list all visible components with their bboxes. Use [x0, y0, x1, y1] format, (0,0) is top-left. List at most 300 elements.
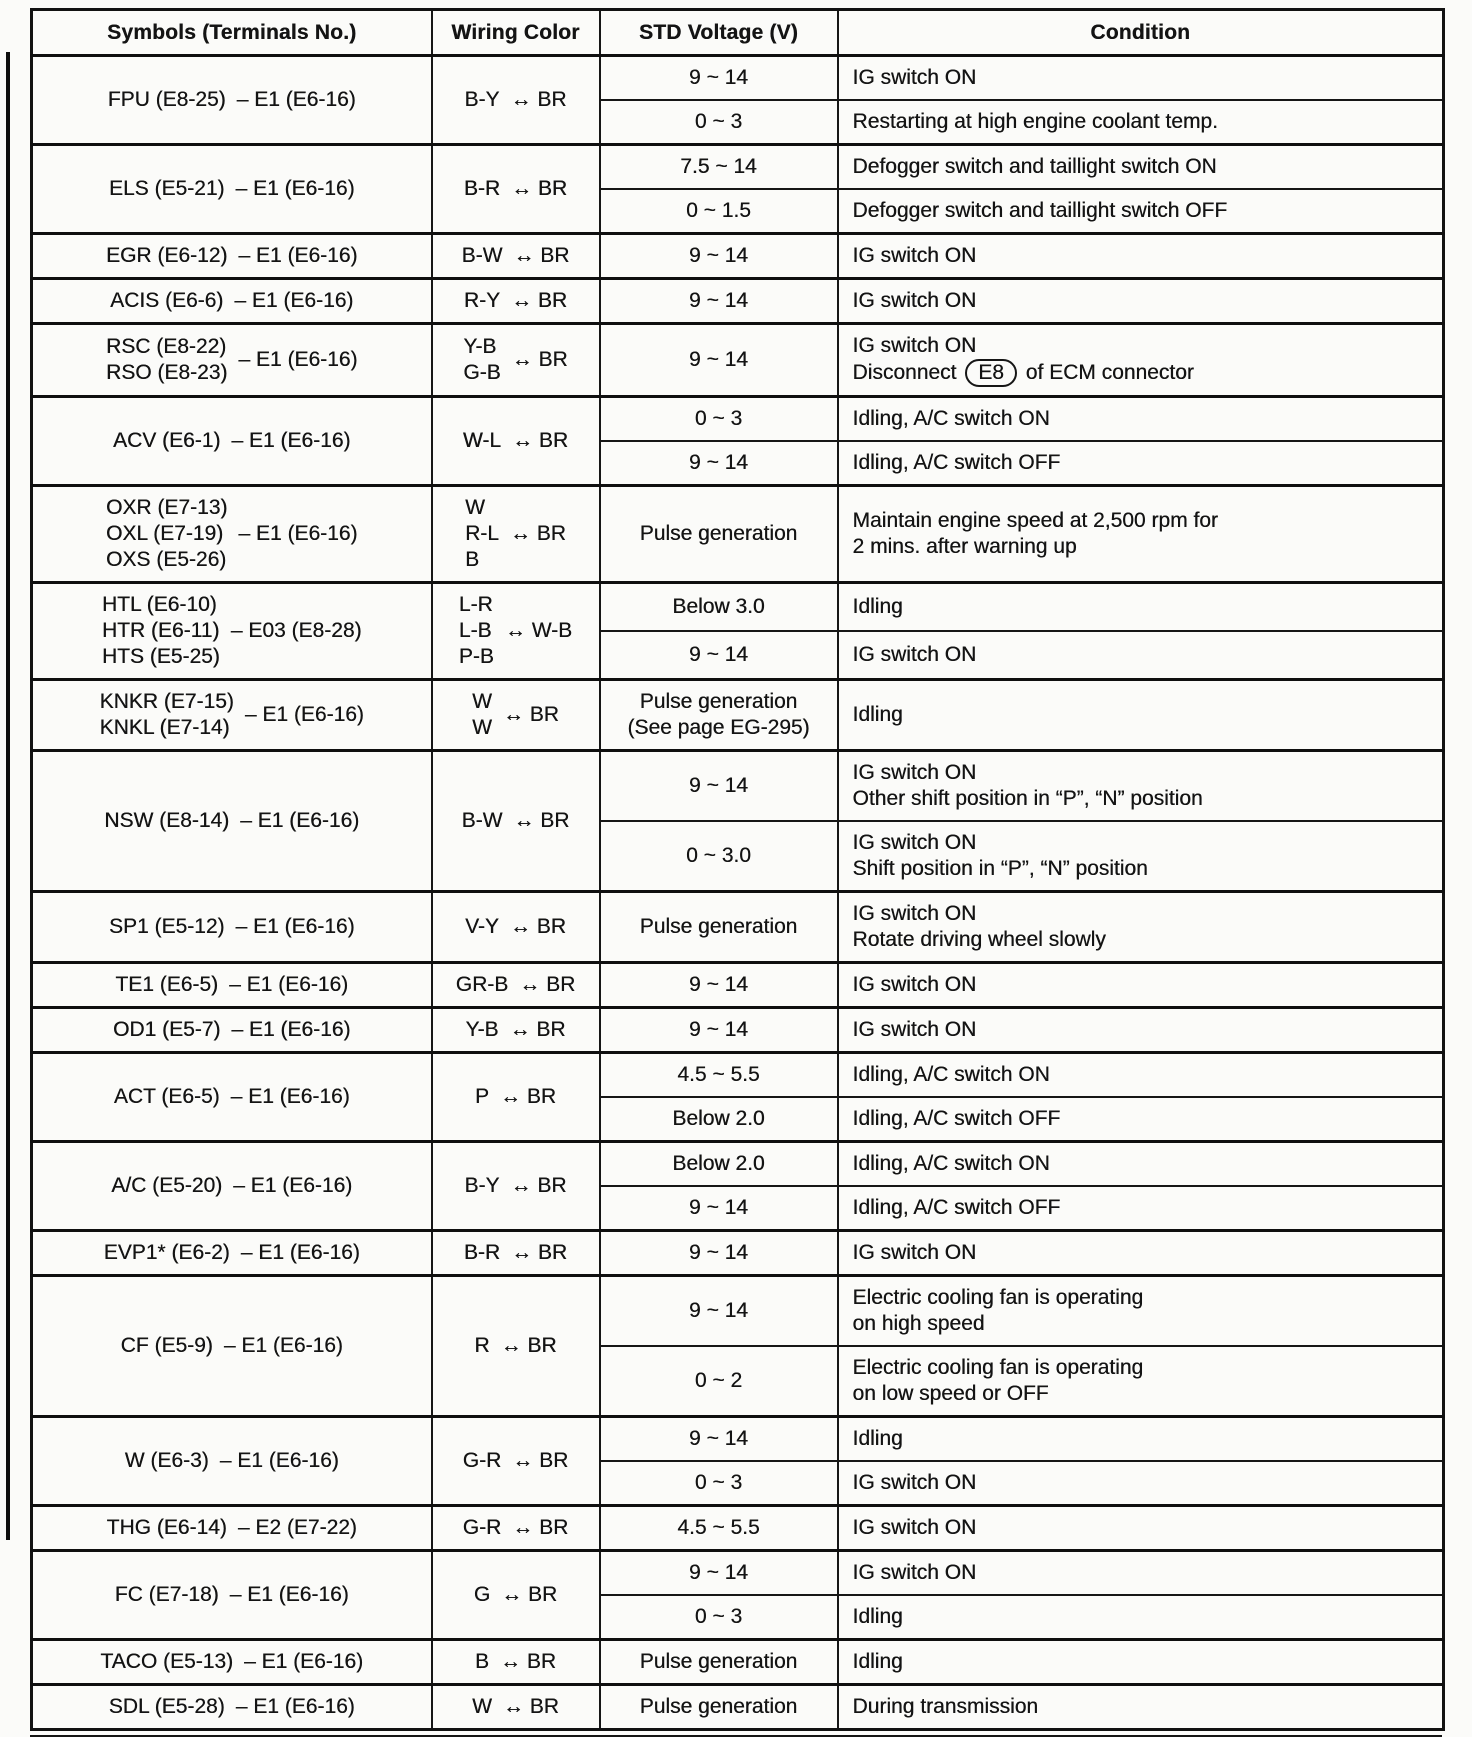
- text-line: Idling, A/C switch ON: [852, 1152, 1050, 1175]
- condition-cell: [838, 631, 1444, 680]
- condition-cell: [838, 1640, 1444, 1685]
- text-line: Idling: [852, 1650, 903, 1673]
- cell-flex: [443, 972, 589, 998]
- wiring-ref: ↔ BR: [512, 1449, 569, 1472]
- text-line: OXS (E5-26): [106, 548, 227, 571]
- stacked-lines: [125, 1448, 209, 1474]
- voltage-cell: [600, 1346, 838, 1417]
- cell-flex: [443, 1173, 589, 1199]
- stacked-lines: [113, 1017, 220, 1043]
- symbol-cell: [32, 279, 432, 324]
- stacked-lines: [464, 288, 500, 314]
- col-header-symbols: Symbols (Terminals No.): [32, 10, 432, 56]
- wiring-cell: [432, 751, 600, 892]
- terminal-ref: – E1 (E6-16): [235, 177, 355, 200]
- condition-cell: [838, 397, 1444, 442]
- text-line: Idling, A/C switch OFF: [852, 1107, 1061, 1130]
- cell-flex: [443, 914, 589, 940]
- wiring-cell: [432, 324, 600, 397]
- text-line: EVP1* (E6-2): [103, 1241, 230, 1264]
- symbol-cell: [32, 1008, 432, 1053]
- symbol-cell: [32, 1276, 432, 1417]
- text-line: Idling: [852, 595, 903, 618]
- cell-flex: [43, 1333, 421, 1359]
- col-header-condition: Condition: [838, 10, 1444, 56]
- wiring-cell: [432, 963, 600, 1008]
- text-line: Below 3.0: [672, 595, 765, 618]
- wiring-ref: ↔ BR: [502, 703, 559, 726]
- text-line: W: [465, 496, 485, 519]
- voltage-cell: [600, 1142, 838, 1187]
- text-line: B: [474, 1650, 489, 1673]
- symbol-cell: [32, 145, 432, 234]
- stacked-lines: [463, 1448, 502, 1474]
- stacked-lines: [108, 87, 226, 113]
- text-line: OD1 (E5-7): [113, 1018, 221, 1041]
- symbol-cell: [32, 486, 432, 583]
- text-line: HTL (E6-10): [101, 593, 217, 616]
- cell-flex: [43, 495, 421, 573]
- table-row: [32, 583, 1444, 632]
- symbol-cell: [32, 1506, 432, 1551]
- text-line: Disconnect E8 of ECM connector: [853, 359, 1433, 387]
- text-line: L-B: [458, 619, 492, 642]
- table-row: [32, 1417, 1444, 1462]
- wiring-ref: ↔ BR: [512, 429, 569, 452]
- wiring-cell: [432, 1231, 600, 1276]
- voltage-cell: [600, 1097, 838, 1142]
- voltage-cell: [600, 100, 838, 145]
- wiring-ref: ↔ BR: [502, 1695, 559, 1718]
- text-line: on low speed or OFF: [852, 1382, 1049, 1405]
- text-line: G-B: [463, 361, 501, 384]
- text-line: Electric cooling fan is operating: [852, 1356, 1144, 1379]
- cell-flex: [43, 288, 421, 314]
- stacked-lines: [109, 176, 225, 202]
- text-line: 9 ~ 14: [689, 1561, 748, 1584]
- text-line: 9 ~ 14: [689, 973, 748, 996]
- text-line: 9 ~ 14: [689, 289, 748, 312]
- text-line: Idling, A/C switch OFF: [852, 451, 1061, 474]
- cell-flex: [443, 1017, 589, 1043]
- table-row: [32, 397, 1444, 442]
- cell-flex: [43, 592, 421, 670]
- terminal-ref: – E1 (E6-16): [229, 973, 349, 996]
- cell-flex: [43, 972, 421, 998]
- voltage-cell: [600, 821, 838, 892]
- text-line: B-R: [463, 1241, 501, 1264]
- text-line: TACO (E5-13): [100, 1650, 234, 1673]
- text-line: 9 ~ 14: [689, 348, 748, 371]
- text-line: EGR (E6-12): [106, 244, 228, 267]
- voltage-cell: [600, 145, 838, 190]
- voltage-cell: [600, 680, 838, 751]
- wiring-ref: ↔ BR: [511, 348, 568, 371]
- table-row: [32, 1053, 1444, 1098]
- cell-flex: [443, 1694, 589, 1720]
- wiring-ref: ↔ BR: [510, 88, 567, 111]
- symbol-cell: [32, 1231, 432, 1276]
- text-line: Maintain engine speed at 2,500 rpm for: [852, 509, 1218, 532]
- text-line: Idling: [852, 1605, 903, 1628]
- text-line: 0 ~ 1.5: [686, 199, 751, 222]
- terminal-ref: – E1 (E6-16): [240, 1241, 360, 1264]
- text-line: R: [474, 1334, 490, 1357]
- cell-flex: [43, 1515, 421, 1541]
- table-row: [32, 680, 1444, 751]
- condition-cell: [838, 324, 1444, 397]
- wiring-ref: ↔ BR: [512, 1516, 569, 1539]
- text-line: Idling, A/C switch ON: [852, 1063, 1050, 1086]
- text-line: OXR (E7-13): [106, 496, 228, 519]
- condition-cell: [838, 1506, 1444, 1551]
- text-line: A/C (E5-20): [111, 1174, 223, 1197]
- text-line: KNKR (E7-15): [99, 690, 234, 713]
- stacked-lines: [106, 495, 227, 573]
- cell-flex: [43, 808, 421, 834]
- condition-cell: [838, 1685, 1444, 1730]
- table-row: [32, 56, 1444, 101]
- text-line: Pulse generation: [639, 915, 798, 938]
- text-line: B-W: [461, 809, 503, 832]
- terminal-ref: – E1 (E6-16): [238, 522, 358, 545]
- voltage-cell: [600, 1640, 838, 1685]
- symbol-cell: [32, 1053, 432, 1142]
- condition-cell: [838, 1142, 1444, 1187]
- stacked-lines: [464, 176, 500, 202]
- text-line: 0 ~ 3: [694, 110, 743, 133]
- terminal-ref: – E1 (E6-16): [223, 1334, 343, 1357]
- connector-oval-badge: E8: [965, 359, 1017, 387]
- cell-flex: [43, 334, 421, 386]
- text-line: Idling, A/C switch ON: [852, 407, 1050, 430]
- condition-cell: [838, 441, 1444, 486]
- text-line: Defogger switch and taillight switch OFF: [852, 199, 1228, 222]
- voltage-cell: [600, 441, 838, 486]
- condition-cell: [838, 680, 1444, 751]
- text-line: IG switch ON: [852, 902, 977, 925]
- text-line: HTR (E6-11): [101, 619, 220, 642]
- text-line: G-R: [462, 1516, 502, 1539]
- cell-flex: [443, 1240, 589, 1266]
- cell-flex: [43, 1173, 421, 1199]
- text-line: During transmission: [852, 1695, 1039, 1718]
- cell-flex: [43, 1582, 421, 1608]
- cell-flex: [43, 243, 421, 269]
- text-line: R-Y: [463, 289, 501, 312]
- condition-cell: [838, 1276, 1444, 1347]
- cell-flex: [43, 1240, 421, 1266]
- wiring-cell: [432, 234, 600, 279]
- terminal-ref: – E1 (E6-16): [236, 88, 356, 111]
- text-line: SDL (E5-28): [108, 1695, 225, 1718]
- wiring-ref: ↔ BR: [511, 1241, 568, 1264]
- wiring-cell: [432, 1053, 600, 1142]
- stacked-lines: [100, 1649, 233, 1675]
- text-line: R-L: [465, 522, 499, 545]
- text-line: Restarting at high engine coolant temp.: [852, 110, 1218, 133]
- text-line: IG switch ON: [852, 1241, 977, 1264]
- text-line: Y-B: [463, 335, 497, 358]
- wiring-ref: ↔ BR: [511, 289, 568, 312]
- wiring-cell: [432, 145, 600, 234]
- table-row: [32, 324, 1444, 397]
- condition-cell: [838, 1461, 1444, 1506]
- text-line: Idling, A/C switch OFF: [852, 1196, 1061, 1219]
- voltage-cell: [600, 583, 838, 632]
- voltage-cell: [600, 1053, 838, 1098]
- terminal-ref: – E1 (E6-16): [238, 348, 358, 371]
- stacked-lines: [465, 495, 499, 573]
- text-line: Below 2.0: [672, 1152, 765, 1175]
- condition-cell: [838, 145, 1444, 190]
- voltage-cell: [600, 1231, 838, 1276]
- stacked-lines: [110, 288, 223, 314]
- symbol-cell: [32, 1640, 432, 1685]
- terminal-ref: – E1 (E6-16): [229, 1583, 349, 1606]
- text-line: B-Y: [464, 88, 500, 111]
- stacked-lines: [464, 1173, 499, 1199]
- text-line: P-B: [458, 645, 494, 668]
- cell-flex: [43, 176, 421, 202]
- symbol-cell: [32, 583, 432, 680]
- condition-cell: [838, 821, 1444, 892]
- cell-flex: [443, 334, 589, 386]
- text-line: SP1 (E5-12): [108, 915, 225, 938]
- terminal-ref: – E1 (E6-16): [231, 1018, 351, 1041]
- text-line: W: [472, 716, 492, 739]
- cell-flex: [443, 1582, 589, 1608]
- cell-flex: [43, 914, 421, 940]
- col-header-wiring-color: Wiring Color: [432, 10, 600, 56]
- voltage-cell: [600, 189, 838, 234]
- text-line: IG switch ON: [852, 1018, 977, 1041]
- text-line: IG switch ON: [852, 831, 977, 854]
- stacked-lines: [465, 1017, 498, 1043]
- cell-flex: [443, 1448, 589, 1474]
- cell-flex: [43, 428, 421, 454]
- stacked-lines: [475, 1649, 489, 1675]
- text-line: Defogger switch and taillight switch ON: [852, 155, 1217, 178]
- text-line: HTS (E5-25): [101, 645, 220, 668]
- cell-flex: [443, 808, 589, 834]
- col-header-std-voltage: STD Voltage (V): [600, 10, 838, 56]
- stacked-lines: [464, 1240, 500, 1266]
- voltage-cell: [600, 1685, 838, 1730]
- text-line: RSO (E8-23): [106, 361, 228, 384]
- text-line: 9 ~ 14: [689, 774, 748, 797]
- cell-flex: [43, 1448, 421, 1474]
- text-line: THG (E6-14): [106, 1516, 227, 1539]
- text-line: 9 ~ 14: [689, 244, 748, 267]
- condition-cell: [838, 1186, 1444, 1231]
- condition-cell: [838, 1595, 1444, 1640]
- stacked-lines: [474, 1333, 489, 1359]
- cell-flex: [43, 1017, 421, 1043]
- stacked-lines: [106, 243, 227, 269]
- table-row: [32, 1640, 1444, 1685]
- text-line: 0 ~ 3: [694, 1471, 743, 1494]
- stacked-lines: [463, 334, 500, 386]
- voltage-cell: [600, 1008, 838, 1053]
- cell-flex: [443, 689, 589, 741]
- text-line: RSC (E8-22): [106, 335, 227, 358]
- wiring-cell: [432, 1685, 600, 1730]
- stacked-lines: [107, 1515, 227, 1541]
- stacked-lines: [465, 914, 499, 940]
- table-body: [32, 56, 1444, 1730]
- symbol-cell: [32, 324, 432, 397]
- text-line: Y-B: [465, 1018, 499, 1041]
- text-line: G-R: [462, 1449, 502, 1472]
- voltage-cell: [600, 324, 838, 397]
- cell-flex: [443, 288, 589, 314]
- voltage-cell: [600, 1506, 838, 1551]
- text-line: IG switch ON: [852, 1561, 977, 1584]
- wiring-cell: [432, 1276, 600, 1417]
- terminal-ref: – E1 (E6-16): [235, 915, 355, 938]
- condition-cell: [838, 1053, 1444, 1098]
- cell-flex: [43, 1694, 421, 1720]
- wiring-ref: ↔ BR: [501, 1583, 558, 1606]
- text-line: IG switch ON: [852, 334, 977, 357]
- stacked-lines: [472, 689, 492, 741]
- text-line: ACV (E6-1): [113, 429, 221, 452]
- symbol-cell: [32, 56, 432, 145]
- wiring-cell: [432, 1008, 600, 1053]
- ecm-terminal-voltage-table: [30, 8, 1445, 1731]
- stacked-lines: [114, 1084, 220, 1110]
- text-line: TE1 (E6-5): [115, 973, 219, 996]
- table-row: [32, 1142, 1444, 1187]
- stacked-lines: [463, 428, 501, 454]
- text-line: ELS (E5-21): [108, 177, 225, 200]
- table-row: [32, 1231, 1444, 1276]
- text-line: B-R: [463, 177, 501, 200]
- table-row: [32, 751, 1444, 822]
- voltage-cell: [600, 486, 838, 583]
- text-line: 9 ~ 14: [689, 1196, 748, 1219]
- voltage-cell: [600, 279, 838, 324]
- condition-cell: [838, 1097, 1444, 1142]
- cell-flex: [443, 243, 589, 269]
- voltage-cell: [600, 56, 838, 101]
- text-line: Shift position in “P”, “N” position: [852, 857, 1148, 880]
- text-line: Pulse generation: [639, 1650, 798, 1673]
- text-line: G: [473, 1583, 491, 1606]
- wiring-cell: [432, 583, 600, 680]
- text-line: Idling: [852, 703, 903, 726]
- voltage-cell: [600, 892, 838, 963]
- text-line: B-W: [461, 244, 503, 267]
- text-line: 0 ~ 2: [694, 1369, 743, 1392]
- text-line: Idling: [852, 1427, 903, 1450]
- wiring-ref: ↔ BR: [500, 1334, 557, 1357]
- text-line: 0 ~ 3: [694, 407, 743, 430]
- wiring-ref: ↔ BR: [510, 1174, 567, 1197]
- stacked-lines: [100, 689, 234, 741]
- text-line: IG switch ON: [852, 643, 977, 666]
- table-row: [32, 279, 1444, 324]
- voltage-cell: [600, 234, 838, 279]
- voltage-cell: [600, 631, 838, 680]
- stacked-lines: [104, 1240, 230, 1266]
- wiring-cell: [432, 1506, 600, 1551]
- text-line: W: [472, 690, 492, 713]
- voltage-cell: [600, 751, 838, 822]
- table-row: [32, 892, 1444, 963]
- wiring-ref: ↔ BR: [511, 177, 568, 200]
- condition-cell: [838, 1008, 1444, 1053]
- text-line: FPU (E8-25): [107, 88, 226, 111]
- text-line: P: [474, 1085, 489, 1108]
- stacked-lines: [121, 1333, 213, 1359]
- cell-flex: [443, 1649, 589, 1675]
- symbol-cell: [32, 234, 432, 279]
- table-row: [32, 234, 1444, 279]
- table-row: [32, 1685, 1444, 1730]
- cell-flex: [43, 87, 421, 113]
- condition-cell: [838, 1231, 1444, 1276]
- text-line: IG switch ON: [852, 289, 977, 312]
- voltage-cell: [600, 1595, 838, 1640]
- table-row: [32, 1008, 1444, 1053]
- condition-cell: [838, 1417, 1444, 1462]
- stacked-lines: [113, 428, 220, 454]
- terminal-ref: – E1 (E6-16): [231, 429, 351, 452]
- text-line: Pulse generation: [639, 522, 798, 545]
- stacked-lines: [464, 87, 499, 113]
- text-line: B: [465, 548, 480, 571]
- condition-cell: [838, 486, 1444, 583]
- cell-flex: [43, 689, 421, 741]
- wiring-cell: [432, 56, 600, 145]
- stacked-lines: [462, 808, 503, 834]
- text-line: 9 ~ 14: [689, 643, 748, 666]
- condition-cell: [838, 1346, 1444, 1417]
- cell-flex: [443, 428, 589, 454]
- symbol-cell: [32, 680, 432, 751]
- table-row: [32, 486, 1444, 583]
- text-line: IG switch ON: [852, 244, 977, 267]
- table-row: [32, 1276, 1444, 1347]
- condition-cell: [838, 963, 1444, 1008]
- stacked-lines: [475, 1084, 489, 1110]
- condition-cell: [838, 189, 1444, 234]
- stacked-lines: [463, 1515, 502, 1541]
- text-line: 9 ~ 14: [689, 66, 748, 89]
- wiring-ref: ↔ BR: [509, 522, 566, 545]
- text-line: Electric cooling fan is operating: [852, 1286, 1144, 1309]
- text-line: IG switch ON: [852, 973, 977, 996]
- table-row: [32, 145, 1444, 190]
- cell-flex: [443, 176, 589, 202]
- text-line: Other shift position in “P”, “N” position: [852, 787, 1203, 810]
- stacked-lines: [104, 808, 229, 834]
- condition-cell: [838, 279, 1444, 324]
- cell-flex: [43, 1084, 421, 1110]
- stacked-lines: [115, 1582, 219, 1608]
- text-line: FC (E7-18): [114, 1583, 219, 1606]
- symbol-cell: [32, 963, 432, 1008]
- symbol-cell: [32, 1551, 432, 1640]
- condition-cell: [838, 56, 1444, 101]
- voltage-cell: [600, 1461, 838, 1506]
- terminal-ref: – E1 (E6-16): [235, 1695, 355, 1718]
- cell-flex: [443, 592, 589, 670]
- stacked-lines: [109, 1694, 225, 1720]
- text-line: W: [472, 1695, 492, 1718]
